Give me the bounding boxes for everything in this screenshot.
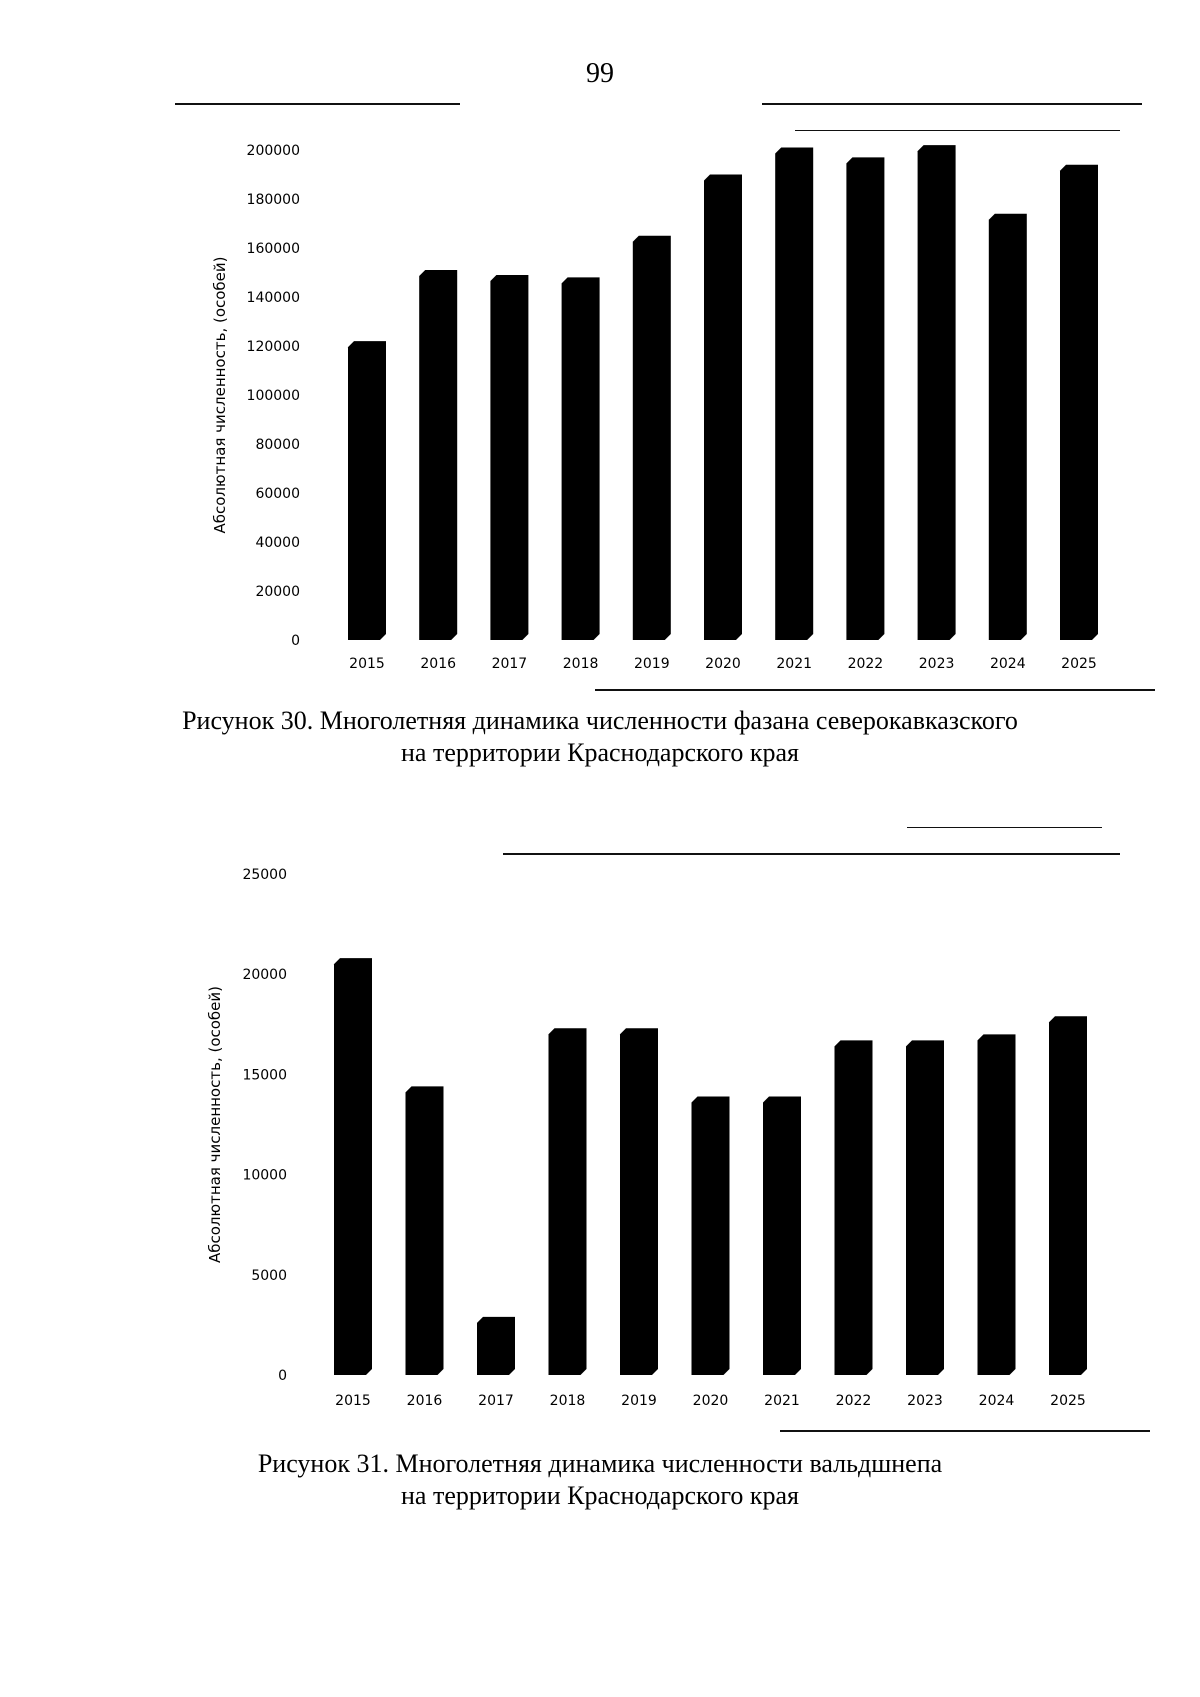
chart2-xtick-label-2020: 2020: [692, 1393, 729, 1409]
chart2-ylabel: Абсолютная численность, (особей): [206, 985, 224, 1264]
chart2-ytick-label-0: 0: [278, 1368, 287, 1384]
chart1-bar-shape-2023: [918, 145, 956, 640]
chart1-ytick-label-8: 160000: [246, 241, 300, 257]
chart1-xtick-label-2017: 2017: [491, 656, 528, 672]
chart1-ytick-label-7: 140000: [246, 290, 300, 306]
chart2-bar-2022: [835, 1040, 873, 1375]
chart1-xtick-label-2020: 2020: [705, 656, 741, 672]
chart2-bottom-rule: [780, 1430, 1150, 1432]
chart1-xtick-label-2024: 2024: [989, 656, 1026, 672]
chart2-ytick-label-1: 5000: [251, 1267, 287, 1284]
chart1-ylabel: Абсолютная численность, (особей): [211, 256, 229, 534]
chart1-ytick-label-2: 40000: [255, 535, 300, 551]
chart2-bar-shape-2017: [477, 1317, 515, 1375]
chart2-bar-shape-2019: [620, 1028, 658, 1375]
chart1-bar-shape-2025: [1060, 165, 1098, 640]
chart1-bar-2021: [775, 148, 813, 640]
chart2-bar-shape-2016: [406, 1086, 444, 1375]
chart1-bar-2024: [989, 214, 1027, 640]
chart1-ytick-label-0: 0: [291, 633, 300, 649]
chart2-bar-2019: [620, 1028, 658, 1375]
chart2-xtick-label-2022: 2022: [835, 1393, 872, 1409]
chart2-bar-shape-2022: [835, 1040, 873, 1375]
top-rule-right: [762, 103, 1142, 105]
chart1-bottom-rule: [595, 689, 1155, 691]
chart1-bar-2015: [348, 341, 386, 640]
chart1-ytick-label-9: 180000: [246, 192, 300, 208]
chart1-bar-2018: [562, 277, 600, 640]
chart2-bar-shape-2020: [692, 1096, 730, 1375]
chart2-bar-2021: [763, 1096, 801, 1375]
chart2-bar-2017: [477, 1317, 515, 1375]
chart1-bar-2020: [704, 175, 742, 641]
chart2-bar-2020: [692, 1096, 730, 1375]
chart2-xtick-label-2019: 2019: [621, 1393, 657, 1409]
chart2-xtick-label-2016: 2016: [406, 1393, 443, 1409]
chart1-bar-shape-2019: [633, 236, 671, 640]
figure-31-caption: [0, 1448, 1200, 1512]
chart1-bar-shape-2017: [490, 275, 528, 640]
chart2-ytick-label-5: 25000: [242, 867, 287, 883]
chart2-bar-shape-2018: [549, 1028, 587, 1375]
chart1-ytick-label-4: 80000: [255, 437, 300, 453]
chart1-ytick-label-5: 100000: [246, 388, 300, 404]
chart2-bar-shape-2021: [763, 1096, 801, 1375]
chart2-ytick-label-4: 20000: [242, 967, 287, 984]
chart2-bar-shape-2025: [1049, 1016, 1087, 1375]
chart2-ytick-label-3: 15000: [242, 1067, 287, 1084]
figure-31-caption-line2: на территории Краснодарского края: [401, 1481, 799, 1510]
chart1-xtick-label-2025: 2025: [1061, 656, 1097, 672]
chart1-xtick-label-2015: 2015: [349, 656, 385, 672]
chart1-bar-2025: [1060, 165, 1098, 640]
chart1-ytick-label-3: 60000: [255, 486, 300, 502]
chart2-bar-2015: [334, 958, 372, 1375]
chart1-ytick-label-6: 120000: [246, 339, 300, 355]
figure-30-caption: [0, 705, 1200, 769]
chart1-bar-2023: [918, 145, 956, 640]
chart2-xtick-label-2025: 2025: [1050, 1393, 1086, 1409]
chart1-bar-shape-2020: [704, 175, 742, 641]
chart1-ytick-label-1: 20000: [255, 584, 300, 600]
chart2-bar-shape-2015: [334, 958, 372, 1375]
figure-30-caption-line1: Рисунок 30. Многолетняя динамика численности фазана северокавказского: [182, 706, 1018, 735]
chart1-xtick-label-2022: 2022: [847, 656, 884, 672]
chart2-ytick-label-2: 10000: [242, 1167, 287, 1184]
chart2-bar-2018: [549, 1028, 587, 1375]
chart1-xtick-label-2023: 2023: [918, 656, 955, 672]
chart2-bar-shape-2023: [906, 1040, 944, 1375]
chart1-bar-shape-2024: [989, 214, 1027, 640]
chart2-xtick-label-2024: 2024: [978, 1393, 1015, 1409]
chart2-bar-2016: [406, 1086, 444, 1375]
chart2-top-rule-long: [503, 853, 1120, 855]
chart2-xtick-label-2023: 2023: [907, 1393, 943, 1409]
chart1-xtick-label-2021: 2021: [776, 656, 813, 672]
chart2-bar-2024: [978, 1034, 1016, 1375]
chart1-xtick-label-2016: 2016: [420, 656, 457, 672]
chart2-bar-2025: [1049, 1016, 1087, 1375]
chart1-bar-shape-2022: [846, 157, 884, 640]
chart2-xtick-label-2017: 2017: [478, 1393, 514, 1409]
page-number: 99: [586, 58, 614, 89]
chart1-bar-shape-2018: [562, 277, 600, 640]
chart1-bar-shape-2016: [419, 270, 457, 640]
chart1-bar-2022: [846, 157, 884, 640]
chart1-bar-2019: [633, 236, 671, 640]
chart1-bar-2016: [419, 270, 457, 640]
chart2-top-rule-short: [907, 827, 1102, 828]
top-rule-left: [175, 103, 460, 105]
chart1-bar-shape-2015: [348, 341, 386, 640]
chart1-xtick-label-2018: 2018: [562, 656, 599, 672]
chart2-xtick-label-2021: 2021: [764, 1393, 800, 1409]
chart1-bar-shape-2021: [775, 148, 813, 640]
chart2-bar-shape-2024: [978, 1034, 1016, 1375]
chart1-ytick-label-10: 200000: [246, 143, 300, 159]
chart2-bar-2023: [906, 1040, 944, 1375]
chart1-bar-2017: [490, 275, 528, 640]
chart2-xtick-label-2018: 2018: [549, 1393, 586, 1409]
chart1-xtick-label-2019: 2019: [633, 656, 670, 672]
chart-pheasant: [0, 120, 1200, 680]
chart-woodcock: [0, 860, 1200, 1420]
figure-31-caption-line1: Рисунок 31. Многолетняя динамика численности вальдшнепа: [257, 1449, 943, 1478]
figure-30-caption-line2: на территории Краснодарского края: [401, 738, 799, 767]
chart2-xtick-label-2015: 2015: [335, 1393, 371, 1409]
